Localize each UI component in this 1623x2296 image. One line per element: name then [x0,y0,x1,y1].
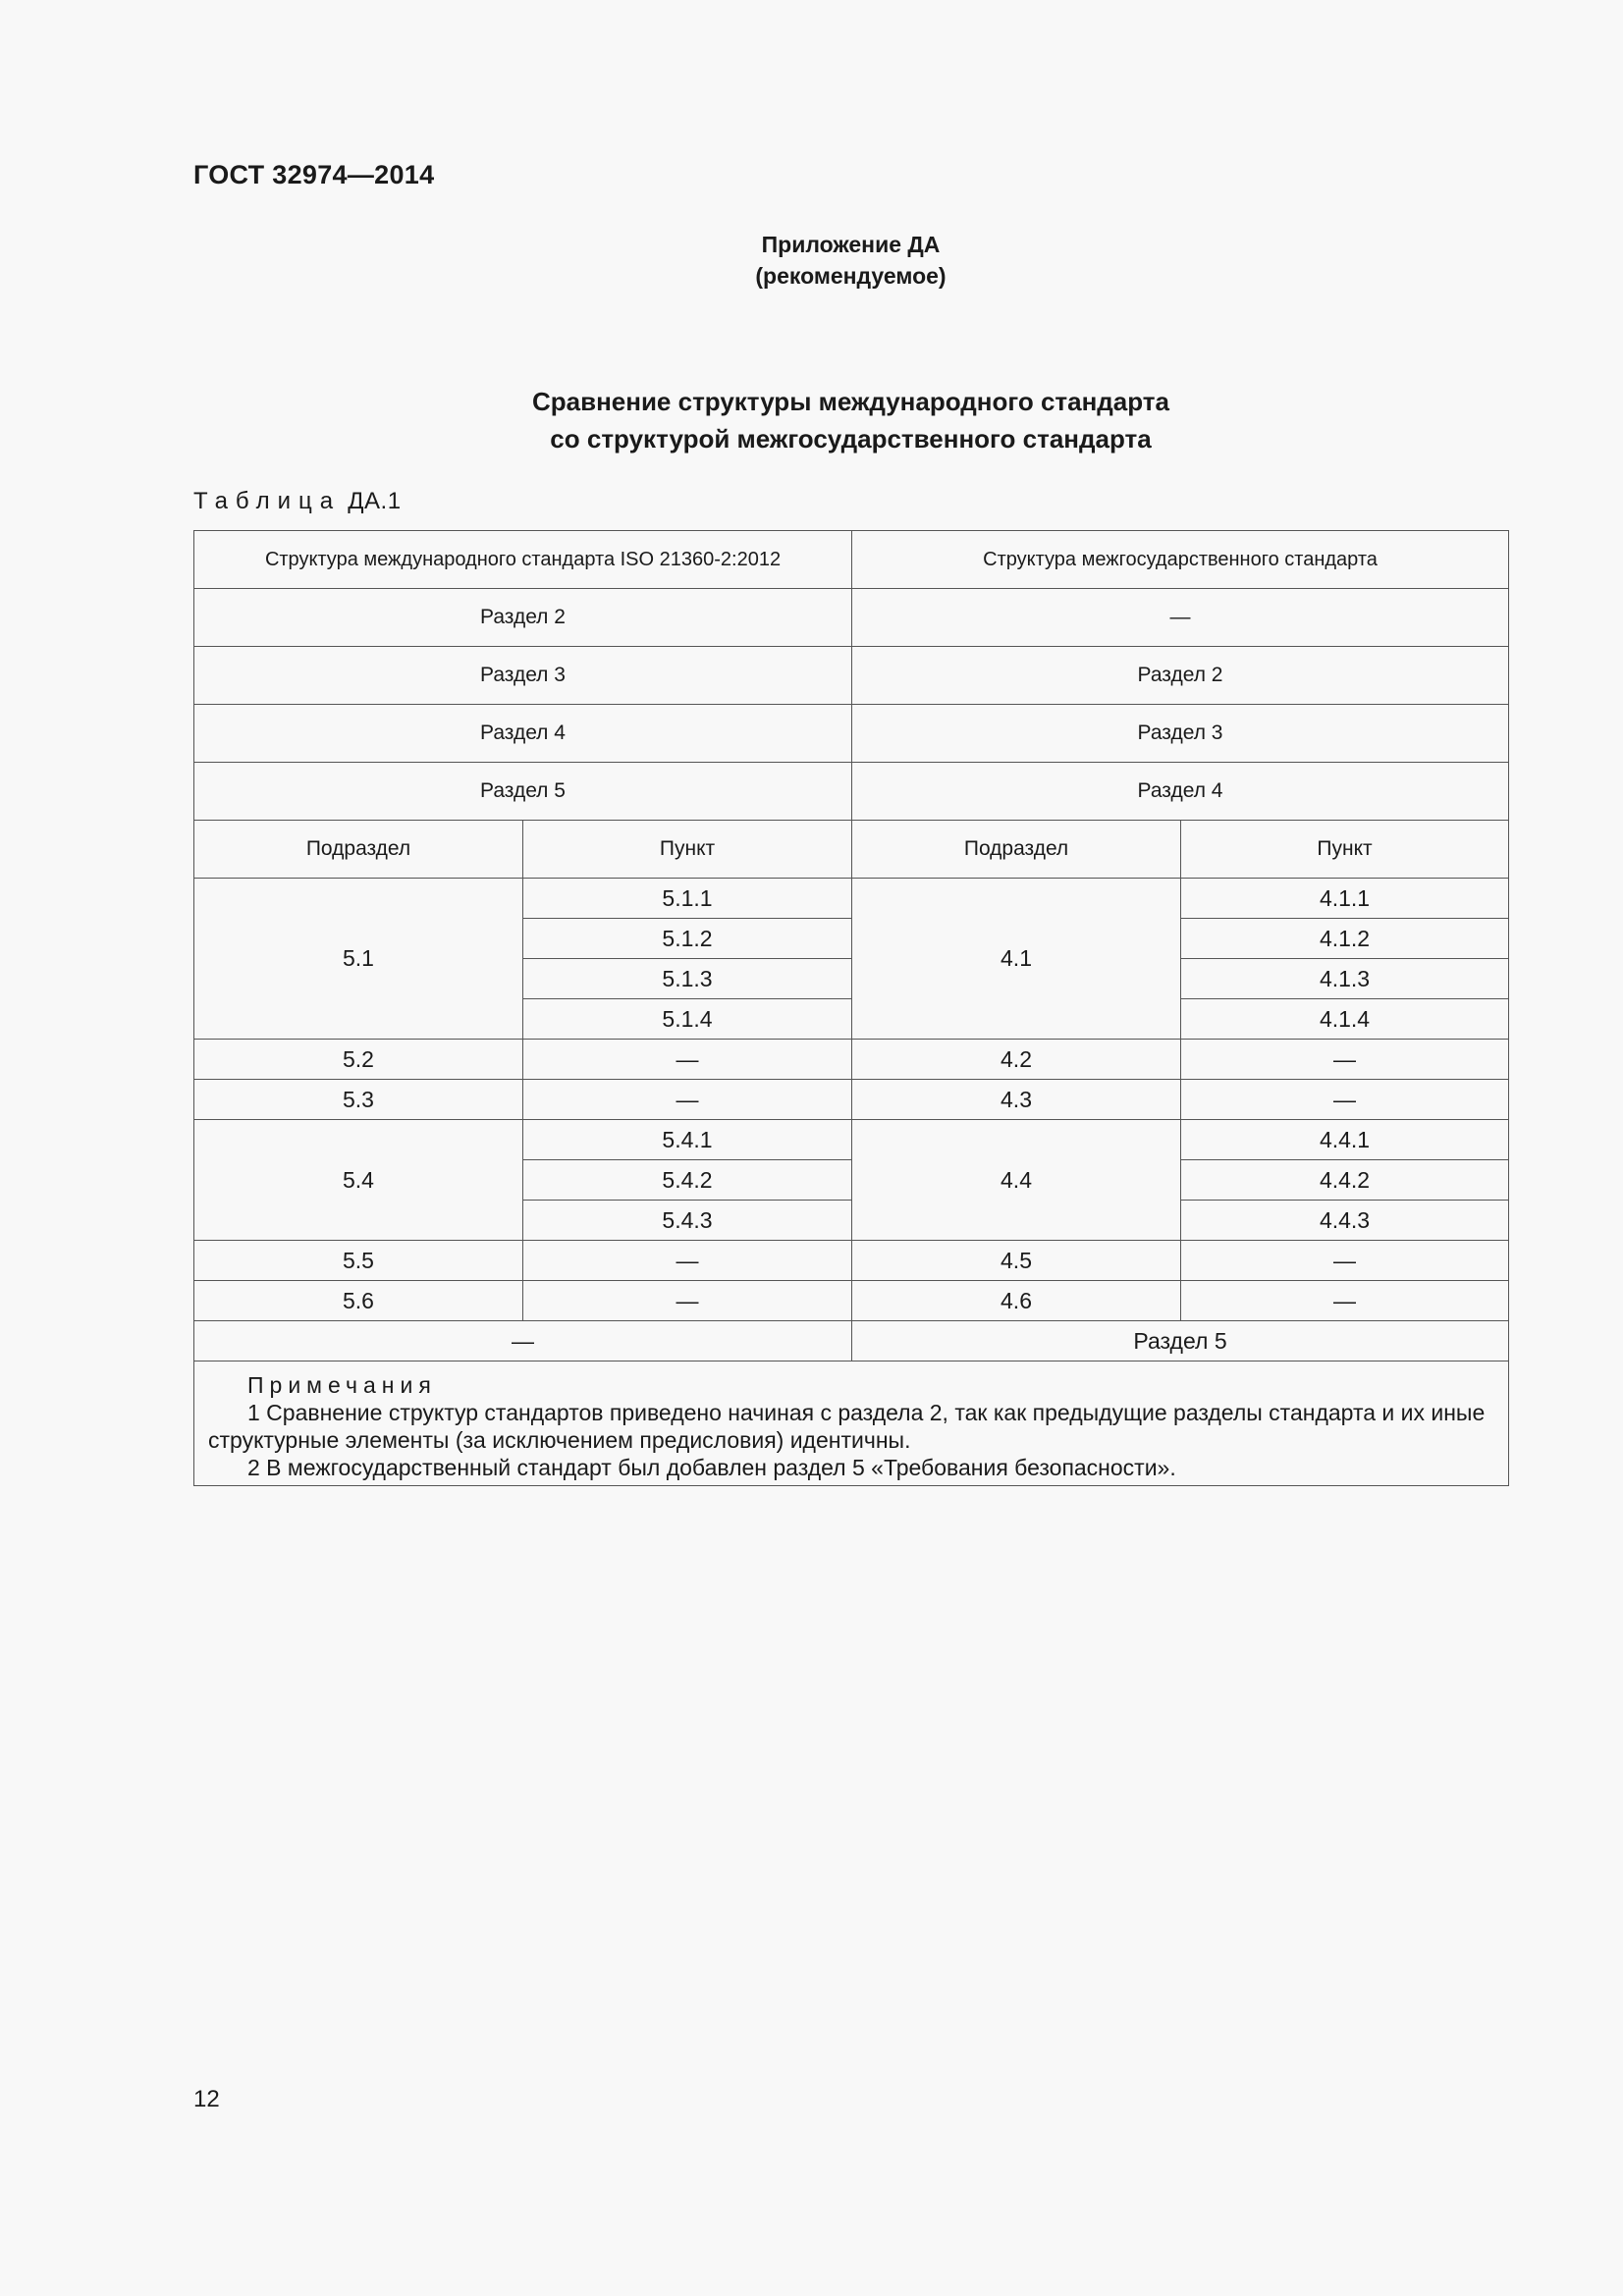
subsection-cell: 4.3 [852,1080,1181,1120]
table-caption-word: Таблица [193,488,342,514]
section-left: Раздел 4 [194,705,852,763]
point-cell: 4.1.3 [1181,959,1509,999]
table-row [194,589,1509,647]
appendix-title: Приложение ДА [761,232,941,257]
note-2: 2 В межгосударственный стандарт был добавлен раздел 5 «Требования безопасности». [247,1455,1176,1480]
table-row [194,763,1509,821]
subsection-cell: 5.1 [194,879,523,1040]
subsection-cell: 4.5 [852,1241,1181,1281]
table-row [194,1241,1509,1281]
table-header-row [194,531,1509,589]
point-cell: 4.1.1 [1181,879,1509,919]
point-cell: — [523,1241,852,1281]
section-left: Раздел 3 [194,647,852,705]
point-cell: 4.1.2 [1181,919,1509,959]
subsection-cell: 4.6 [852,1281,1181,1321]
point-cell: 4.4.2 [1181,1160,1509,1201]
notes-title: Примечания [247,1372,437,1398]
note-1: 1 Сравнение структур стандартов приведено начиная с раздела 2, так как предыдущие разделы стандарта и их иные структурные элементы (за исключением предисловия) идентичны. [208,1400,1486,1453]
table-row [194,1120,1509,1160]
table-row [194,1040,1509,1080]
table-row [194,1080,1509,1120]
subsection-cell: 5.2 [194,1040,523,1080]
subsection-cell: 5.4 [194,1120,523,1241]
title-line-1: Сравнение структуры международного стандарта [531,387,1170,416]
page-number: 12 [193,2086,220,2112]
subheader-point-left: Пункт [523,821,852,879]
subheader-row [194,821,1509,879]
point-cell: 4.4.1 [1181,1120,1509,1160]
point-cell: 5.1.4 [523,999,852,1040]
section-right: Раздел 2 [852,647,1509,705]
section-left: Раздел 2 [194,589,852,647]
subsection-cell: 4.4 [852,1120,1181,1241]
point-cell: — [1181,1040,1509,1080]
header-interstate: Структура межгосударственного стандарта [852,531,1509,589]
point-cell: — [523,1040,852,1080]
header-international: Структура международного стандарта ISO 21360-2:2012 [194,531,852,589]
table-row [194,879,1509,919]
point-cell: — [523,1080,852,1120]
final-right-cell: Раздел 5 [852,1321,1509,1362]
table-row [194,705,1509,763]
subheader-point-right: Пункт [1181,821,1509,879]
notes-row [194,1362,1509,1486]
subsection-cell: 5.5 [194,1241,523,1281]
point-cell: — [1181,1080,1509,1120]
section-right: — [852,589,1509,647]
point-cell: 5.4.2 [523,1160,852,1201]
comparison-table [193,530,1509,1486]
appendix-heading [0,229,1623,292]
subheader-subsection-left: Подраздел [194,821,523,879]
subsection-cell: 4.1 [852,879,1181,1040]
subsection-cell: 4.2 [852,1040,1181,1080]
section-right: Раздел 4 [852,763,1509,821]
table-caption [193,488,402,515]
notes-cell [194,1362,1509,1486]
point-cell: — [1181,1281,1509,1321]
point-cell: 4.4.3 [1181,1201,1509,1241]
table-row [194,647,1509,705]
point-cell: 4.1.4 [1181,999,1509,1040]
title-line-2: со структурой межгосударственного стандарта [550,424,1152,454]
table-caption-number: ДА.1 [348,488,402,514]
final-left-cell: — [194,1321,852,1362]
subheader-subsection-right: Подраздел [852,821,1181,879]
subsection-cell: 5.6 [194,1281,523,1321]
point-cell: 5.4.1 [523,1120,852,1160]
table-row [194,1281,1509,1321]
point-cell: 5.1.2 [523,919,852,959]
point-cell: 5.1.1 [523,879,852,919]
point-cell: 5.1.3 [523,959,852,999]
table-row [194,1321,1509,1362]
point-cell: — [523,1281,852,1321]
section-left: Раздел 5 [194,763,852,821]
page-title [0,383,1623,457]
point-cell: — [1181,1241,1509,1281]
document-code: ГОСТ 32974—2014 [193,160,435,189]
point-cell: 5.4.3 [523,1201,852,1241]
section-right: Раздел 3 [852,705,1509,763]
subsection-cell: 5.3 [194,1080,523,1120]
appendix-type: (рекомендуемое) [755,263,947,289]
